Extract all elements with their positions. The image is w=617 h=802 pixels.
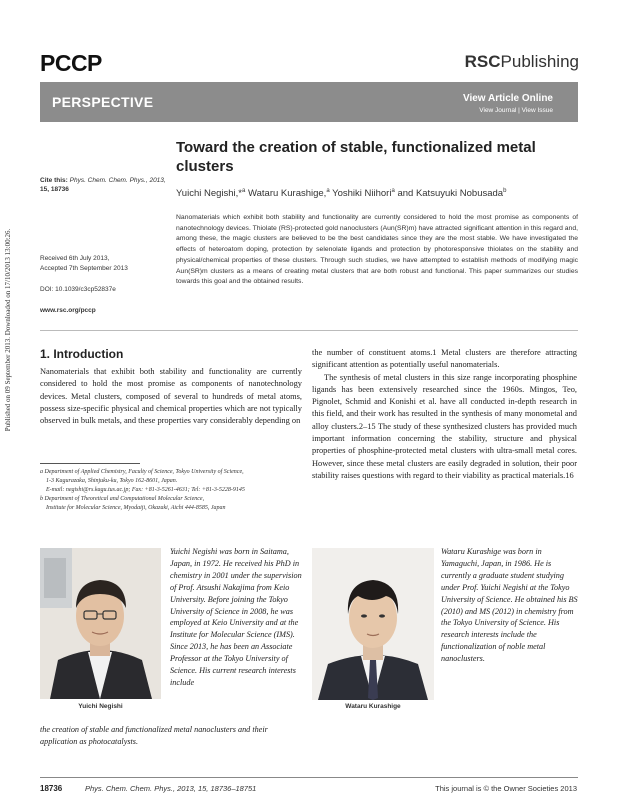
accepted-date: Accepted 7th September 2013 bbox=[40, 264, 128, 272]
footer-divider bbox=[40, 777, 578, 778]
received-date: Received 6th July 2013, bbox=[40, 255, 110, 262]
footer-copyright: This journal is © the Owner Societies 2013 bbox=[435, 784, 577, 793]
article-title: Toward the creation of stable, functionalized metal clusters bbox=[176, 139, 536, 175]
photo-caption-kurashige: Wataru Kurashige bbox=[345, 703, 401, 710]
section-label: PERSPECTIVE bbox=[52, 94, 154, 110]
doi[interactable]: DOI: 10.1039/c3cp52837e bbox=[40, 286, 116, 293]
author-photo-kurashige bbox=[312, 548, 434, 700]
view-journal-issue-links[interactable]: View Journal | View Issue bbox=[479, 107, 553, 114]
intro-paragraph-left: Nanomaterials that exhibit both stability and functionality are currently considered to hold the most promise as components of nanotechnology devices. Metal clusters, composed of several to hundreds of metal atoms, possess size-specific physical and chemical properties which are not typically observed in bulk metals, and these properties vary considerably depending on bbox=[40, 367, 302, 426]
cite-journal: Phys. Chem. Chem. Phys., 2013, bbox=[69, 177, 166, 184]
footer-citation bbox=[85, 784, 256, 793]
citation-block bbox=[40, 176, 168, 194]
portrait-kurashige-image bbox=[312, 548, 434, 700]
view-article-online-link[interactable]: View Article Online bbox=[462, 93, 553, 104]
cite-volume: 15, 18736 bbox=[40, 186, 69, 193]
download-stamp-text: Published on 09 September 2013. Downloaded on 17/10/2013 13:00:26. bbox=[4, 228, 12, 432]
intro-paragraph-right-1: the number of constituent atoms.1 Metal clusters are therefore attracting significant attention as potentially useful nanomaterials. bbox=[312, 348, 577, 370]
cite-label: Cite this: bbox=[40, 177, 68, 184]
portrait-negishi-image bbox=[40, 548, 161, 699]
bio-kurashige: Wataru Kurashige was born in Yamaguchi, Japan, in 1986. He is currently a graduate student studying under Prof. Yuichi Negishi at the Tokyo University of Science. He obtained his BS (2010) and MS (2012) in chemistry from the Tokyo University of Science. His research interests include the functionalization of noble metal nanoclusters. bbox=[441, 547, 578, 664]
journal-name: PCCP bbox=[40, 50, 102, 76]
author-photo-negishi bbox=[40, 548, 161, 699]
page-number: 18736 bbox=[40, 784, 63, 793]
journal-url[interactable]: www.rsc.org/pccp bbox=[40, 307, 96, 314]
abstract: Nanomaterials which exhibit both stability and functionality are currently considered to hold the most promise as components of nanotechnology devices. Thiolate (RS)-protected gold nanoclusters (Aun(SR)m) have attracted significant attention in this regard and, among these, the magic clusters are believed to be the best candidates since they are the most stable. We have investigated the effects of heteroatom doping, protection by selenolate ligands and protection by photoresponsive thiolates on the stability and physical/chemical properties of these clusters. Through such studies, we have attempted to establish methods of modifying magic Aun(SR)m clusters as a means of creating metal clusters that are both robust and functional. This paper summarizes our studies towards this goal and the obtained results. bbox=[176, 214, 578, 286]
footnote-divider bbox=[40, 463, 140, 464]
section-heading: 1. Introduction bbox=[40, 347, 124, 361]
download-stamp bbox=[3, 215, 13, 445]
affiliation-footnotes bbox=[40, 468, 302, 513]
footnote-a-line2: 1-3 Kagurazaka, Shinjuku-ku, Tokyo 162-8601, Japan. bbox=[46, 478, 178, 484]
footnote-b-line2: Institute for Molecular Science, Myodaiji, Okazaki, Aichi 444-8585, Japan bbox=[46, 505, 226, 511]
publisher-logo bbox=[465, 52, 579, 72]
footnote-b-line1: b Department of Theoretical and Computational Molecular Science, bbox=[40, 496, 205, 502]
article-dates bbox=[40, 254, 165, 273]
photo-caption-negishi: Yuichi Negishi bbox=[78, 703, 123, 710]
footnote-a-line3: E-mail: negishi@rs.kagu.tus.ac.jp; Fax: +81-3-5261-4631; Tel: +81-3-5228-9145 bbox=[46, 487, 245, 493]
author-list: Yuichi Negishi,*$^a$ Wataru Kurashige,$^a$ Yoshiki Niihori$^a$ and Katsuyuki Nobusada$^b$ bbox=[176, 188, 507, 200]
publisher-rest: Publishing bbox=[500, 52, 579, 71]
footnote-a-line1: a Department of Applied Chemistry, Faculty of Science, Tokyo University of Science, bbox=[40, 469, 244, 475]
bio-negishi-top: Yuichi Negishi was born in Saitama, Japan, in 1972. He received his PhD in chemistry in 2001 under the supervision of Prof. Atsushi Nakajima from Keio University. Before joining the Tokyo University of Science in 2008, he was employed at Keio University and at the Institute for Molecular Science (IMS). Since 2013, he has been an Associate Professor at the Tokyo University of Science. His current research interests include bbox=[170, 547, 302, 687]
bio-negishi-bottom: the creation of stable and functionalized metal nanoclusters and their application as photocatalysts. bbox=[40, 725, 268, 746]
publisher-rsc: RSC bbox=[464, 52, 501, 71]
header-divider bbox=[40, 330, 578, 331]
intro-paragraph-right-2: The synthesis of metal clusters in this size range incorporating phosphine ligands has been extensively researched since the 1960s. Mingos, Teo, Pignolet, Schmid and Konishi et al. have all conducted in-depth research in this field, and their work has resulted in the synthesis of many monometal and alloy clusters.2–15 The study of these synthesized clusters has provided much important information concerning the stability, structure and physical properties of phosphine-protected metal clusters with ultra-small metal cores. However, since these metal clusters are easily degraded in solution, their poor stability raises questions with regard to their viability as practical materials.16 bbox=[312, 372, 577, 480]
footer-citation-text: Phys. Chem. Chem. Phys., 2013, 15, 18736–18751 bbox=[85, 784, 257, 793]
intro-column-right bbox=[312, 347, 577, 482]
